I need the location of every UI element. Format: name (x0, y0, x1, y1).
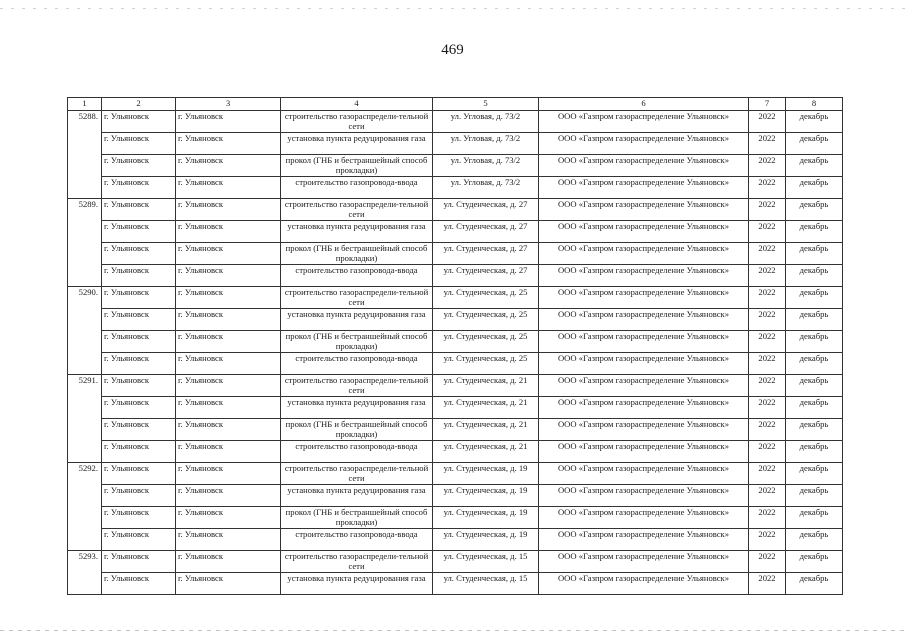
year-cell: 2022 (749, 529, 786, 551)
month-cell: декабрь (786, 155, 843, 177)
month-cell: декабрь (786, 485, 843, 507)
address-cell: ул. Студенческая, д. 21 (433, 419, 539, 441)
settlement-cell: г. Ульяновск (102, 111, 176, 133)
page-number: 469 (441, 42, 464, 58)
table-row (68, 397, 843, 419)
district-cell: г. Ульяновск (176, 177, 281, 199)
work-type-cell: строительство газопровода-ввода (281, 353, 433, 375)
settlement-cell: г. Ульяновск (102, 529, 176, 551)
work-type-cell: строительство газораспредели-тельной сети (281, 287, 433, 309)
work-type-cell: строительство газораспредели-тельной сети (281, 463, 433, 485)
settlement-cell: г. Ульяновск (102, 463, 176, 485)
table-row (68, 265, 843, 287)
header-col-3: 3 (176, 98, 281, 111)
month-cell: декабрь (786, 331, 843, 353)
item-number-cell (68, 155, 102, 177)
register-table-wrapper (67, 97, 843, 595)
settlement-cell: г. Ульяновск (102, 485, 176, 507)
organization-cell: ООО «Газпром газораспределение Ульяновск» (539, 375, 749, 397)
district-cell: г. Ульяновск (176, 419, 281, 441)
district-cell: г. Ульяновск (176, 243, 281, 265)
organization-cell: ООО «Газпром газораспределение Ульяновск» (539, 551, 749, 573)
district-cell: г. Ульяновск (176, 265, 281, 287)
organization-cell: ООО «Газпром газораспределение Ульяновск» (539, 243, 749, 265)
address-cell: ул. Студенческая, д. 25 (433, 309, 539, 331)
organization-cell: ООО «Газпром газораспределение Ульяновск» (539, 397, 749, 419)
settlement-cell: г. Ульяновск (102, 133, 176, 155)
address-cell: ул. Угловая, д. 73/2 (433, 133, 539, 155)
settlement-cell: г. Ульяновск (102, 287, 176, 309)
district-cell: г. Ульяновск (176, 331, 281, 353)
year-cell: 2022 (749, 353, 786, 375)
settlement-cell: г. Ульяновск (102, 441, 176, 463)
month-cell: декабрь (786, 199, 843, 221)
year-cell: 2022 (749, 287, 786, 309)
month-cell: декабрь (786, 111, 843, 133)
organization-cell: ООО «Газпром газораспределение Ульяновск» (539, 309, 749, 331)
settlement-cell: г. Ульяновск (102, 177, 176, 199)
month-cell: декабрь (786, 551, 843, 573)
year-cell: 2022 (749, 265, 786, 287)
address-cell: ул. Студенческая, д. 21 (433, 441, 539, 463)
district-cell: г. Ульяновск (176, 529, 281, 551)
month-cell: декабрь (786, 419, 843, 441)
item-number-cell: 5290. (68, 287, 102, 309)
month-cell: декабрь (786, 397, 843, 419)
organization-cell: ООО «Газпром газораспределение Ульяновск» (539, 529, 749, 551)
month-cell: декабрь (786, 221, 843, 243)
address-cell: ул. Студенческая, д. 25 (433, 353, 539, 375)
organization-cell: ООО «Газпром газораспределение Ульяновск» (539, 199, 749, 221)
table-row (68, 529, 843, 551)
table-row (68, 199, 843, 221)
organization-cell: ООО «Газпром газораспределение Ульяновск» (539, 221, 749, 243)
table-row (68, 441, 843, 463)
item-number-cell (68, 507, 102, 529)
month-cell: декабрь (786, 507, 843, 529)
item-number-cell (68, 133, 102, 155)
month-cell: декабрь (786, 353, 843, 375)
address-cell: ул. Студенческая, д. 19 (433, 485, 539, 507)
district-cell: г. Ульяновск (176, 111, 281, 133)
settlement-cell: г. Ульяновск (102, 331, 176, 353)
table-row (68, 221, 843, 243)
table-row (68, 177, 843, 199)
settlement-cell: г. Ульяновск (102, 551, 176, 573)
work-type-cell: строительство газораспредели-тельной сети (281, 551, 433, 573)
table-row (68, 155, 843, 177)
organization-cell: ООО «Газпром газораспределение Ульяновск» (539, 177, 749, 199)
item-number-cell (68, 265, 102, 287)
work-type-cell: строительство газопровода-ввода (281, 529, 433, 551)
table-row (68, 551, 843, 573)
item-number-cell (68, 331, 102, 353)
item-number-cell (68, 353, 102, 375)
header-col-6: 6 (539, 98, 749, 111)
month-cell: декабрь (786, 463, 843, 485)
table-row (68, 309, 843, 331)
item-number-cell: 5291. (68, 375, 102, 397)
table-row (68, 111, 843, 133)
settlement-cell: г. Ульяновск (102, 573, 176, 595)
district-cell: г. Ульяновск (176, 485, 281, 507)
work-type-cell: строительство газораспредели-тельной сети (281, 199, 433, 221)
settlement-cell: г. Ульяновск (102, 243, 176, 265)
year-cell: 2022 (749, 397, 786, 419)
year-cell: 2022 (749, 331, 786, 353)
address-cell: ул. Студенческая, д. 27 (433, 199, 539, 221)
district-cell: г. Ульяновск (176, 221, 281, 243)
year-cell: 2022 (749, 441, 786, 463)
work-type-cell: строительство газораспредели-тельной сети (281, 375, 433, 397)
organization-cell: ООО «Газпром газораспределение Ульяновск» (539, 155, 749, 177)
work-type-cell: строительство газопровода-ввода (281, 265, 433, 287)
address-cell: ул. Студенческая, д. 19 (433, 529, 539, 551)
table-row (68, 375, 843, 397)
year-cell: 2022 (749, 243, 786, 265)
year-cell: 2022 (749, 177, 786, 199)
item-number-cell (68, 243, 102, 265)
district-cell: г. Ульяновск (176, 309, 281, 331)
settlement-cell: г. Ульяновск (102, 265, 176, 287)
organization-cell: ООО «Газпром газораспределение Ульяновск» (539, 287, 749, 309)
year-cell: 2022 (749, 199, 786, 221)
table-header (68, 98, 843, 111)
address-cell: ул. Студенческая, д. 27 (433, 221, 539, 243)
table-row (68, 243, 843, 265)
item-number-cell (68, 529, 102, 551)
scan-edge-top (0, 8, 905, 9)
organization-cell: ООО «Газпром газораспределение Ульяновск» (539, 265, 749, 287)
year-cell: 2022 (749, 485, 786, 507)
table-row (68, 419, 843, 441)
address-cell: ул. Студенческая, д. 21 (433, 375, 539, 397)
header-col-7: 7 (749, 98, 786, 111)
settlement-cell: г. Ульяновск (102, 155, 176, 177)
header-col-8: 8 (786, 98, 843, 111)
address-cell: ул. Угловая, д. 73/2 (433, 177, 539, 199)
item-number-cell (68, 485, 102, 507)
organization-cell: ООО «Газпром газораспределение Ульяновск» (539, 485, 749, 507)
item-number-cell (68, 419, 102, 441)
month-cell: декабрь (786, 309, 843, 331)
address-cell: ул. Студенческая, д. 21 (433, 397, 539, 419)
settlement-cell: г. Ульяновск (102, 221, 176, 243)
table-row (68, 485, 843, 507)
work-type-cell: прокол (ГНБ и бестраншейный способ прокладки) (281, 243, 433, 265)
district-cell: г. Ульяновск (176, 441, 281, 463)
header-row (68, 98, 843, 111)
work-type-cell: установка пункта редуцирования газа (281, 133, 433, 155)
item-number-cell (68, 441, 102, 463)
month-cell: декабрь (786, 441, 843, 463)
table-row (68, 331, 843, 353)
district-cell: г. Ульяновск (176, 375, 281, 397)
month-cell: декабрь (786, 133, 843, 155)
year-cell: 2022 (749, 507, 786, 529)
header-col-2: 2 (102, 98, 176, 111)
work-type-cell: прокол (ГНБ и бестраншейный способ прокладки) (281, 507, 433, 529)
item-number-cell (68, 221, 102, 243)
work-type-cell: установка пункта редуцирования газа (281, 397, 433, 419)
settlement-cell: г. Ульяновск (102, 353, 176, 375)
district-cell: г. Ульяновск (176, 573, 281, 595)
district-cell: г. Ульяновск (176, 133, 281, 155)
address-cell: ул. Студенческая, д. 27 (433, 265, 539, 287)
settlement-cell: г. Ульяновск (102, 309, 176, 331)
month-cell: декабрь (786, 375, 843, 397)
settlement-cell: г. Ульяновск (102, 397, 176, 419)
district-cell: г. Ульяновск (176, 397, 281, 419)
address-cell: ул. Студенческая, д. 25 (433, 331, 539, 353)
district-cell: г. Ульяновск (176, 155, 281, 177)
organization-cell: ООО «Газпром газораспределение Ульяновск» (539, 573, 749, 595)
year-cell: 2022 (749, 419, 786, 441)
scan-edge-bottom (0, 630, 905, 631)
address-cell: ул. Студенческая, д. 15 (433, 551, 539, 573)
work-type-cell: прокол (ГНБ и бестраншейный способ прокладки) (281, 155, 433, 177)
table-row (68, 133, 843, 155)
address-cell: ул. Угловая, д. 73/2 (433, 111, 539, 133)
organization-cell: ООО «Газпром газораспределение Ульяновск» (539, 507, 749, 529)
organization-cell: ООО «Газпром газораспределение Ульяновск» (539, 463, 749, 485)
district-cell: г. Ульяновск (176, 551, 281, 573)
month-cell: декабрь (786, 287, 843, 309)
year-cell: 2022 (749, 111, 786, 133)
header-col-4: 4 (281, 98, 433, 111)
organization-cell: ООО «Газпром газораспределение Ульяновск» (539, 111, 749, 133)
item-number-cell: 5293. (68, 551, 102, 573)
month-cell: декабрь (786, 265, 843, 287)
settlement-cell: г. Ульяновск (102, 419, 176, 441)
district-cell: г. Ульяновск (176, 463, 281, 485)
year-cell: 2022 (749, 221, 786, 243)
address-cell: ул. Студенческая, д. 19 (433, 463, 539, 485)
district-cell: г. Ульяновск (176, 199, 281, 221)
work-type-cell: прокол (ГНБ и бестраншейный способ прокладки) (281, 331, 433, 353)
year-cell: 2022 (749, 463, 786, 485)
year-cell: 2022 (749, 155, 786, 177)
register-table (67, 97, 843, 595)
settlement-cell: г. Ульяновск (102, 375, 176, 397)
address-cell: ул. Студенческая, д. 25 (433, 287, 539, 309)
work-type-cell: установка пункта редуцирования газа (281, 309, 433, 331)
work-type-cell: прокол (ГНБ и бестраншейный способ прокладки) (281, 419, 433, 441)
item-number-cell (68, 177, 102, 199)
month-cell: декабрь (786, 529, 843, 551)
work-type-cell: установка пункта редуцирования газа (281, 221, 433, 243)
district-cell: г. Ульяновск (176, 353, 281, 375)
table-row (68, 507, 843, 529)
table-row (68, 573, 843, 595)
organization-cell: ООО «Газпром газораспределение Ульяновск» (539, 133, 749, 155)
header-col-1: 1 (68, 98, 102, 111)
table-row (68, 287, 843, 309)
district-cell: г. Ульяновск (176, 507, 281, 529)
year-cell: 2022 (749, 309, 786, 331)
year-cell: 2022 (749, 551, 786, 573)
address-cell: ул. Студенческая, д. 27 (433, 243, 539, 265)
item-number-cell: 5292. (68, 463, 102, 485)
work-type-cell: установка пункта редуцирования газа (281, 485, 433, 507)
table-body (68, 111, 843, 595)
settlement-cell: г. Ульяновск (102, 199, 176, 221)
year-cell: 2022 (749, 375, 786, 397)
table-row (68, 353, 843, 375)
item-number-cell: 5289. (68, 199, 102, 221)
work-type-cell: строительство газопровода-ввода (281, 441, 433, 463)
organization-cell: ООО «Газпром газораспределение Ульяновск» (539, 331, 749, 353)
address-cell: ул. Студенческая, д. 19 (433, 507, 539, 529)
header-col-5: 5 (433, 98, 539, 111)
address-cell: ул. Студенческая, д. 15 (433, 573, 539, 595)
item-number-cell: 5288. (68, 111, 102, 133)
settlement-cell: г. Ульяновск (102, 507, 176, 529)
organization-cell: ООО «Газпром газораспределение Ульяновск» (539, 419, 749, 441)
organization-cell: ООО «Газпром газораспределение Ульяновск» (539, 441, 749, 463)
month-cell: декабрь (786, 177, 843, 199)
work-type-cell: установка пункта редуцирования газа (281, 573, 433, 595)
year-cell: 2022 (749, 133, 786, 155)
address-cell: ул. Угловая, д. 73/2 (433, 155, 539, 177)
item-number-cell (68, 309, 102, 331)
organization-cell: ООО «Газпром газораспределение Ульяновск» (539, 353, 749, 375)
month-cell: декабрь (786, 573, 843, 595)
month-cell: декабрь (786, 243, 843, 265)
district-cell: г. Ульяновск (176, 287, 281, 309)
year-cell: 2022 (749, 573, 786, 595)
work-type-cell: строительство газораспредели-тельной сети (281, 111, 433, 133)
table-row (68, 463, 843, 485)
work-type-cell: строительство газопровода-ввода (281, 177, 433, 199)
item-number-cell (68, 397, 102, 419)
item-number-cell (68, 573, 102, 595)
